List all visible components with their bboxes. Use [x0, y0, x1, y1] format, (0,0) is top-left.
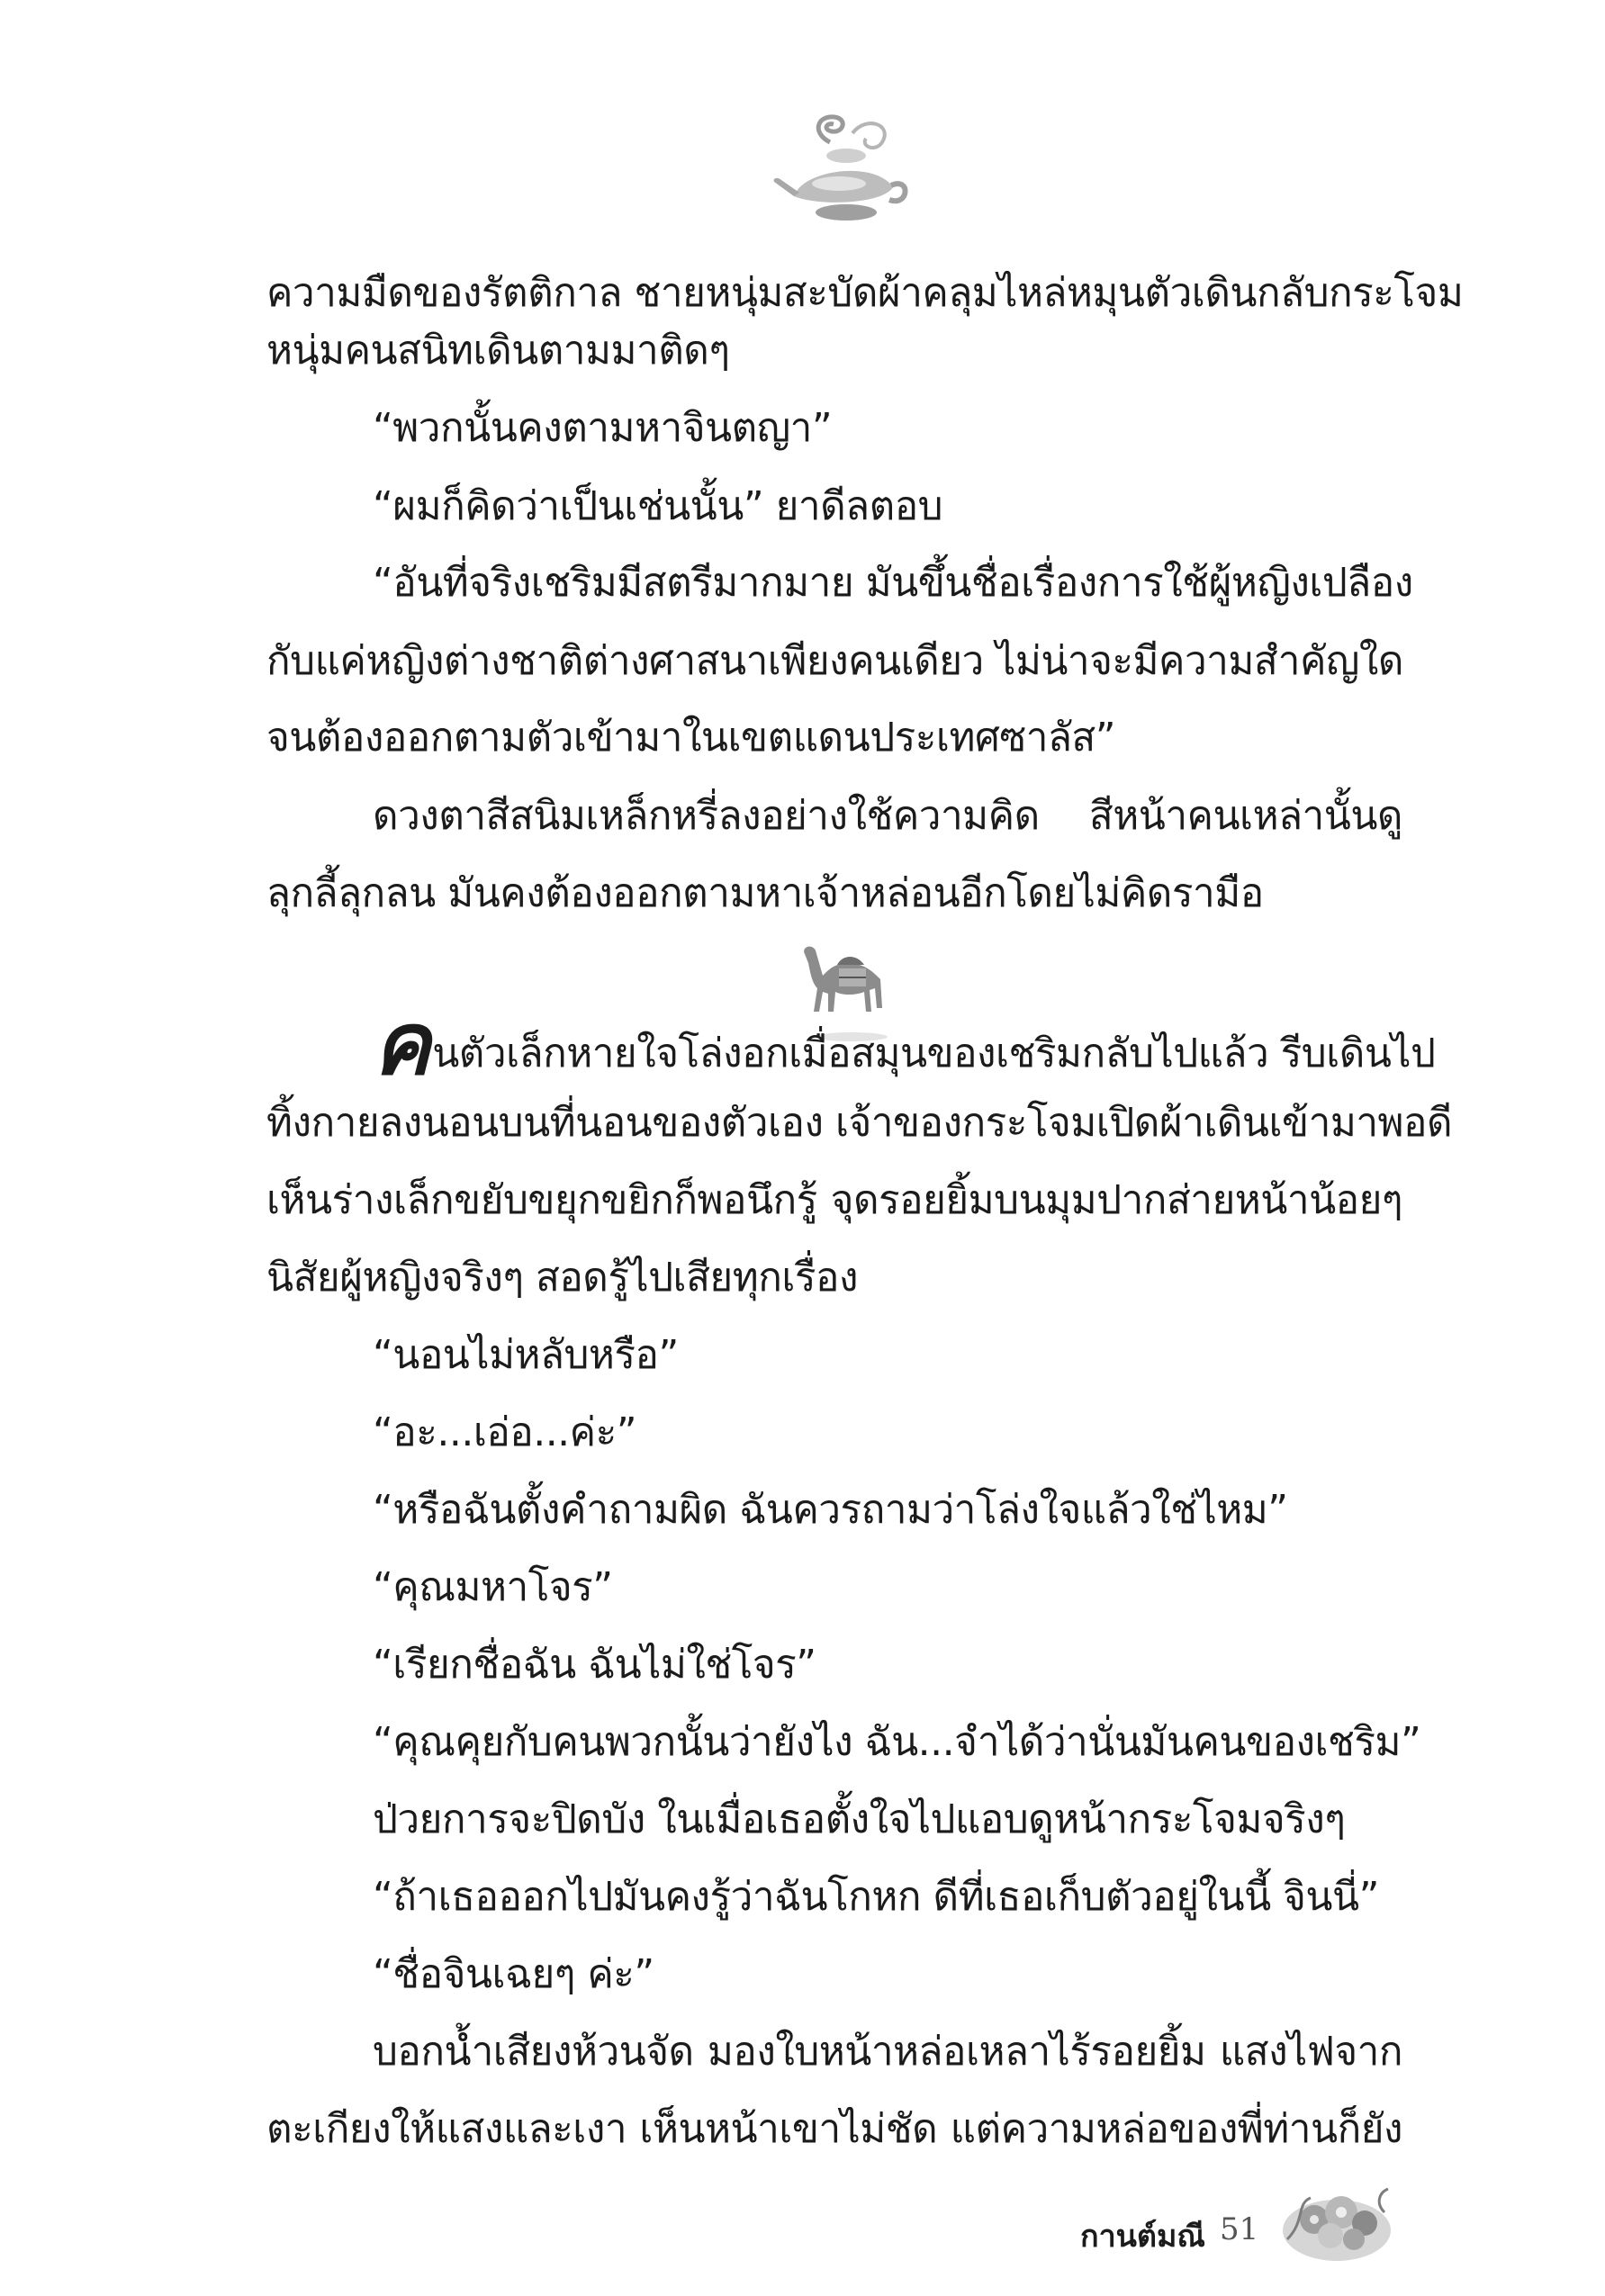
dialogue-line: “หรือฉันตั้งคำถามผิด ฉันควรถามว่าโล่งใจแล้วใช่ไหม” [373, 1487, 1288, 1533]
dialogue-line: “คุณคุยกับคนพวกนั้นว่ายังไง ฉัน...จำได้ว่านั่นมันคนของเชริม” [373, 1719, 1421, 1765]
text-line [373, 994, 1436, 1094]
drop-cap: ค [373, 994, 431, 1094]
dialogue-line: “พวกนั้นคงตามหาจินตญา” [373, 405, 833, 451]
dialogue-line: “เรียกชื่อฉัน ฉันไม่ใช่โจร” [373, 1642, 816, 1688]
dialogue-line: “คุณมหาโจร” [373, 1564, 613, 1610]
book-title: กานต์มณี [1080, 2219, 1205, 2255]
text-line: หนุ่มคนสนิทเดินตามมาติดๆ [266, 328, 730, 374]
text-line: นิสัยผู้หญิงจริงๆ สอดรู้ไปเสียทุกเรื่อง [266, 1255, 858, 1301]
page-number: 51 [1220, 2211, 1259, 2247]
text-span: นตัวเล็กหายใจโล่งอกเมื่อสมุนของเชริมกลับไปแล้ว รีบเดินไป [432, 1031, 1436, 1076]
dialogue-line: “อันที่จริงเชริมมีสตรีมากมาย มันขึ้นชื่อเรื่องการใช้ผู้หญิงเปลือง [373, 560, 1413, 606]
dialogue-line: “นอนไม่หลับหรือ” [373, 1332, 679, 1378]
dialogue-line: “ผมก็คิดว่าเป็นเช่นนั้น” ยาดีลตอบ [373, 483, 943, 529]
flower-bouquet-icon [1278, 2176, 1395, 2266]
text-line: บอกน้ำเสียงห้วนจัด มองใบหน้าหล่อเหลาไร้รอยยิ้ม แสงไฟจาก [373, 2029, 1402, 2075]
dialogue-line: “ชื่อจินเฉยๆ ค่ะ” [373, 1951, 654, 1997]
text-line: ดวงตาสีสนิมเหล็กหรี่ลงอย่างใช้ความคิด สีหน้าคนเหล่านั้นดู [373, 793, 1402, 839]
text-line: ความมืดของรัตติกาล ชายหนุ่มสะบัดผ้าคลุมไหล่หมุนตัวเดินกลับกระโจม [266, 270, 1464, 316]
text-line: ลุกลี้ลุกลน มันคงต้องออกตามหาเจ้าหล่อนอีกโดยไม่คิดรามือ [266, 870, 1264, 916]
text-line: ทิ้งกายลงนอนบนที่นอนของตัวเอง เจ้าของกระโจมเปิดผ้าเดินเข้ามาพอดี [266, 1100, 1453, 1146]
text-line: ตะเกียงให้แสงและเงา เห็นหน้าเขาไม่ชัด แต่ความหล่อของพี่ท่านก็ยัง [266, 2106, 1402, 2152]
dialogue-line: “อะ...เอ่อ...ค่ะ” [373, 1409, 637, 1455]
text-line: กับแค่หญิงต่างชาติต่างศาสนาเพียงคนเดียว ไม่น่าจะมีความสำคัญใด [266, 638, 1403, 684]
text-line: จนต้องออกตามตัวเข้ามาในเขตแดนประเทศซาลัส” [266, 715, 1116, 761]
magic-lamp-icon [767, 106, 911, 232]
dialogue-line: “ถ้าเธอออกไปมันคงรู้ว่าฉันโกหก ดีที่เธอเก็บตัวอยู่ในนี้ จินนี่” [373, 1874, 1379, 1920]
text-line: เห็นร่างเล็กขยับขยุกขยิกก็พอนึกรู้ จุดรอยยิ้มบนมุมปากส่ายหน้าน้อยๆ [266, 1177, 1402, 1223]
text-line: ป่วยการจะปิดบัง ในเมื่อเธอตั้งใจไปแอบดูหน้ากระโจมจริงๆ [373, 1796, 1346, 1842]
